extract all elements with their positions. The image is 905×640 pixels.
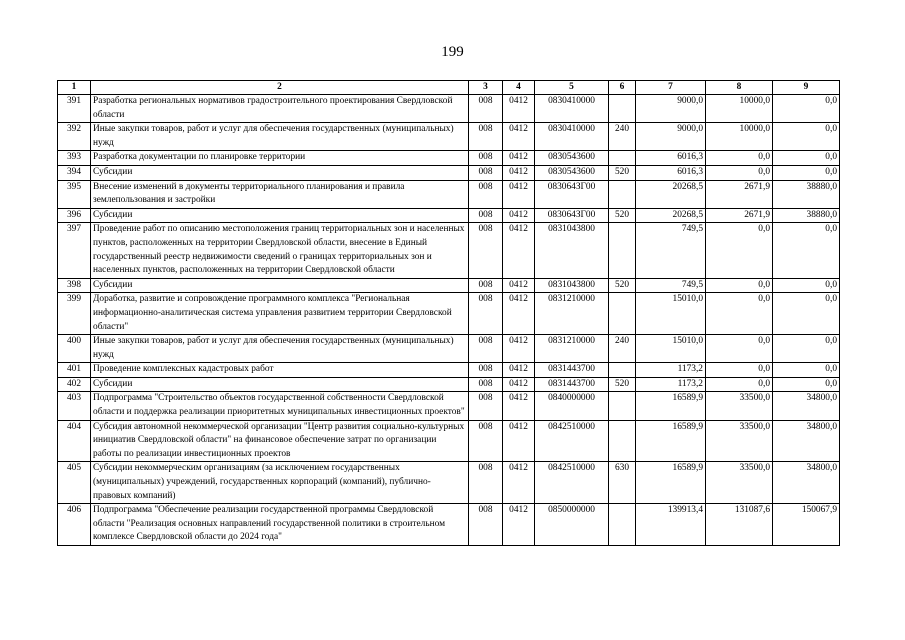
row-amount-col7: 6016,3 [636,151,706,166]
table-row [58,504,840,546]
table-row [58,335,840,363]
table-row [58,278,840,293]
row-amount-col7: 1173,2 [636,363,706,378]
row-amount-col9: 0,0 [773,95,840,123]
row-expense-type: 520 [609,165,636,180]
row-amount-col8: 0,0 [706,151,773,166]
row-admin-code: 008 [469,363,503,378]
column-header-5: 5 [535,81,609,95]
row-amount-col9: 34800,0 [773,420,840,462]
row-name: Разработка региональных нормативов градостроительного проектирования Свердловской области [91,95,469,123]
row-number: 392 [58,123,91,151]
row-number: 395 [58,180,91,208]
row-amount-col9: 0,0 [773,151,840,166]
row-amount-col9: 150067,9 [773,504,840,546]
page-number: 199 [441,44,464,60]
row-expense-type [609,180,636,208]
row-amount-col9: 0,0 [773,278,840,293]
table-row [58,123,840,151]
row-target-code: 0842510000 [535,462,609,504]
row-section-code: 0412 [503,363,535,378]
row-name: Подпрограмма "Строительство объектов государственной собственности Свердловской области и поддержка реализации приоритетных муниципальных инвестиционных проектов" [91,392,469,420]
row-amount-col9: 34800,0 [773,392,840,420]
row-section-code: 0412 [503,180,535,208]
row-target-code: 0831043800 [535,223,609,278]
row-section-code: 0412 [503,208,535,223]
row-admin-code: 008 [469,420,503,462]
row-number: 400 [58,335,91,363]
row-amount-col8: 33500,0 [706,420,773,462]
row-target-code: 0840000000 [535,392,609,420]
row-amount-col8: 2671,9 [706,208,773,223]
row-amount-col8: 33500,0 [706,462,773,504]
row-name: Субсидии [91,165,469,180]
row-target-code: 0831210000 [535,335,609,363]
row-section-code: 0412 [503,123,535,151]
row-amount-col7: 15010,0 [636,293,706,335]
row-name: Иные закупки товаров, работ и услуг для обеспечения государственных (муниципальных) нужд [91,335,469,363]
table-row [58,420,840,462]
row-target-code: 0850000000 [535,504,609,546]
row-amount-col8: 0,0 [706,223,773,278]
row-name: Внесение изменений в документы территориального планирования и правила землепользования и застройки [91,180,469,208]
budget-table [57,80,840,546]
column-header-6: 6 [609,81,636,95]
row-target-code: 083064ЗГ00 [535,208,609,223]
row-number: 404 [58,420,91,462]
row-name: Подпрограмма "Обеспечение реализации государственной программы Свердловской области "Реализация основных направлений государственной политики в строительном комплексе Свердловской области до 2024 года" [91,504,469,546]
table-row [58,223,840,278]
row-admin-code: 008 [469,165,503,180]
row-section-code: 0412 [503,504,535,546]
column-header-9: 9 [773,81,840,95]
table-row [58,180,840,208]
row-number: 402 [58,377,91,392]
column-header-2: 2 [91,81,469,95]
row-admin-code: 008 [469,151,503,166]
row-amount-col7: 20268,5 [636,208,706,223]
row-name: Доработка, развитие и сопровождение программного комплекса "Региональная информационно-аналитическая система управления развитием территории Свердловской области" [91,293,469,335]
row-expense-type [609,151,636,166]
row-number: 403 [58,392,91,420]
row-amount-col9: 0,0 [773,123,840,151]
row-amount-col7: 1173,2 [636,377,706,392]
row-target-code: 0831443700 [535,363,609,378]
row-admin-code: 008 [469,123,503,151]
row-admin-code: 008 [469,223,503,278]
row-number: 394 [58,165,91,180]
row-target-code: 0830543600 [535,151,609,166]
row-target-code: 0830543600 [535,165,609,180]
row-admin-code: 008 [469,180,503,208]
row-amount-col9: 0,0 [773,363,840,378]
row-section-code: 0412 [503,293,535,335]
row-expense-type: 630 [609,462,636,504]
row-expense-type: 520 [609,208,636,223]
row-section-code: 0412 [503,420,535,462]
table-row [58,151,840,166]
row-amount-col9: 34800,0 [773,462,840,504]
row-amount-col9: 38880,0 [773,208,840,223]
row-section-code: 0412 [503,223,535,278]
row-admin-code: 008 [469,335,503,363]
row-admin-code: 008 [469,377,503,392]
row-name: Субсидии [91,208,469,223]
table-row [58,462,840,504]
row-target-code: 0830410000 [535,95,609,123]
row-number: 398 [58,278,91,293]
row-section-code: 0412 [503,278,535,293]
table-row [58,293,840,335]
table-row [58,95,840,123]
row-amount-col7: 749,5 [636,278,706,293]
row-amount-col7: 6016,3 [636,165,706,180]
row-target-code: 0831443700 [535,377,609,392]
table-header-row [58,81,840,95]
row-section-code: 0412 [503,377,535,392]
row-expense-type [609,363,636,378]
row-admin-code: 008 [469,208,503,223]
row-amount-col7: 749,5 [636,223,706,278]
row-admin-code: 008 [469,392,503,420]
table-row [58,208,840,223]
row-name: Проведение работ по описанию местоположения границ территориальных зон и населенных пунктов, расположенных на территории Свердловской области, внесение в Единый государственный реестр недвижимости сведений о границах территориальных зон и населенных пунктов, расположенных на территории Свердловской области [91,223,469,278]
row-expense-type: 240 [609,123,636,151]
row-section-code: 0412 [503,462,535,504]
row-target-code: 083064ЗГ00 [535,180,609,208]
row-number: 397 [58,223,91,278]
row-expense-type [609,293,636,335]
table-row [58,363,840,378]
row-amount-col9: 0,0 [773,223,840,278]
row-amount-col8: 0,0 [706,363,773,378]
row-name: Разработка документации по планировке территории [91,151,469,166]
column-header-8: 8 [706,81,773,95]
table-row [58,165,840,180]
row-name: Субсидии [91,278,469,293]
row-amount-col8: 2671,9 [706,180,773,208]
row-amount-col7: 16589,9 [636,392,706,420]
table-row [58,377,840,392]
row-amount-col8: 10000,0 [706,95,773,123]
row-expense-type [609,504,636,546]
row-expense-type [609,392,636,420]
column-header-4: 4 [503,81,535,95]
row-expense-type: 520 [609,278,636,293]
row-section-code: 0412 [503,151,535,166]
row-amount-col7: 139913,4 [636,504,706,546]
row-name: Субсидии некоммерческим организациям (за исключением государственных (муниципальных) учреждений, государственных корпораций (компаний), публично-правовых компаний) [91,462,469,504]
row-admin-code: 008 [469,95,503,123]
row-admin-code: 008 [469,278,503,293]
row-amount-col7: 16589,9 [636,462,706,504]
row-amount-col8: 0,0 [706,293,773,335]
row-target-code: 0830410000 [535,123,609,151]
row-expense-type: 520 [609,377,636,392]
row-name: Субсидии [91,377,469,392]
row-section-code: 0412 [503,95,535,123]
row-number: 399 [58,293,91,335]
row-name: Иные закупки товаров, работ и услуг для обеспечения государственных (муниципальных) нужд [91,123,469,151]
row-admin-code: 008 [469,462,503,504]
row-expense-type [609,95,636,123]
row-number: 393 [58,151,91,166]
column-header-7: 7 [636,81,706,95]
row-amount-col7: 20268,5 [636,180,706,208]
row-section-code: 0412 [503,392,535,420]
column-header-1: 1 [58,81,91,95]
row-section-code: 0412 [503,335,535,363]
row-amount-col9: 0,0 [773,293,840,335]
row-target-code: 0831210000 [535,293,609,335]
row-amount-col9: 38880,0 [773,180,840,208]
row-amount-col8: 0,0 [706,165,773,180]
row-amount-col7: 9000,0 [636,123,706,151]
row-name: Проведение комплексных кадастровых работ [91,363,469,378]
row-admin-code: 008 [469,504,503,546]
row-amount-col9: 0,0 [773,165,840,180]
row-admin-code: 008 [469,293,503,335]
row-amount-col8: 0,0 [706,278,773,293]
row-section-code: 0412 [503,165,535,180]
row-amount-col8: 10000,0 [706,123,773,151]
row-number: 401 [58,363,91,378]
row-amount-col9: 0,0 [773,335,840,363]
table-body [58,95,840,546]
row-target-code: 0831043800 [535,278,609,293]
row-number: 391 [58,95,91,123]
row-amount-col9: 0,0 [773,377,840,392]
row-amount-col7: 16589,9 [636,420,706,462]
row-amount-col8: 0,0 [706,335,773,363]
table-row [58,392,840,420]
row-target-code: 0842510000 [535,420,609,462]
column-header-3: 3 [469,81,503,95]
row-expense-type: 240 [609,335,636,363]
row-amount-col8: 131087,6 [706,504,773,546]
row-amount-col8: 33500,0 [706,392,773,420]
row-number: 406 [58,504,91,546]
row-expense-type [609,223,636,278]
row-amount-col8: 0,0 [706,377,773,392]
row-number: 405 [58,462,91,504]
row-expense-type [609,420,636,462]
row-name: Субсидия автономной некоммерческой организации "Центр развития социально-культурных инициатив Свердловской области" на финансовое обеспечение затрат по организации работы по реализации инвестиционных проектов [91,420,469,462]
row-amount-col7: 9000,0 [636,95,706,123]
row-number: 396 [58,208,91,223]
row-amount-col7: 15010,0 [636,335,706,363]
